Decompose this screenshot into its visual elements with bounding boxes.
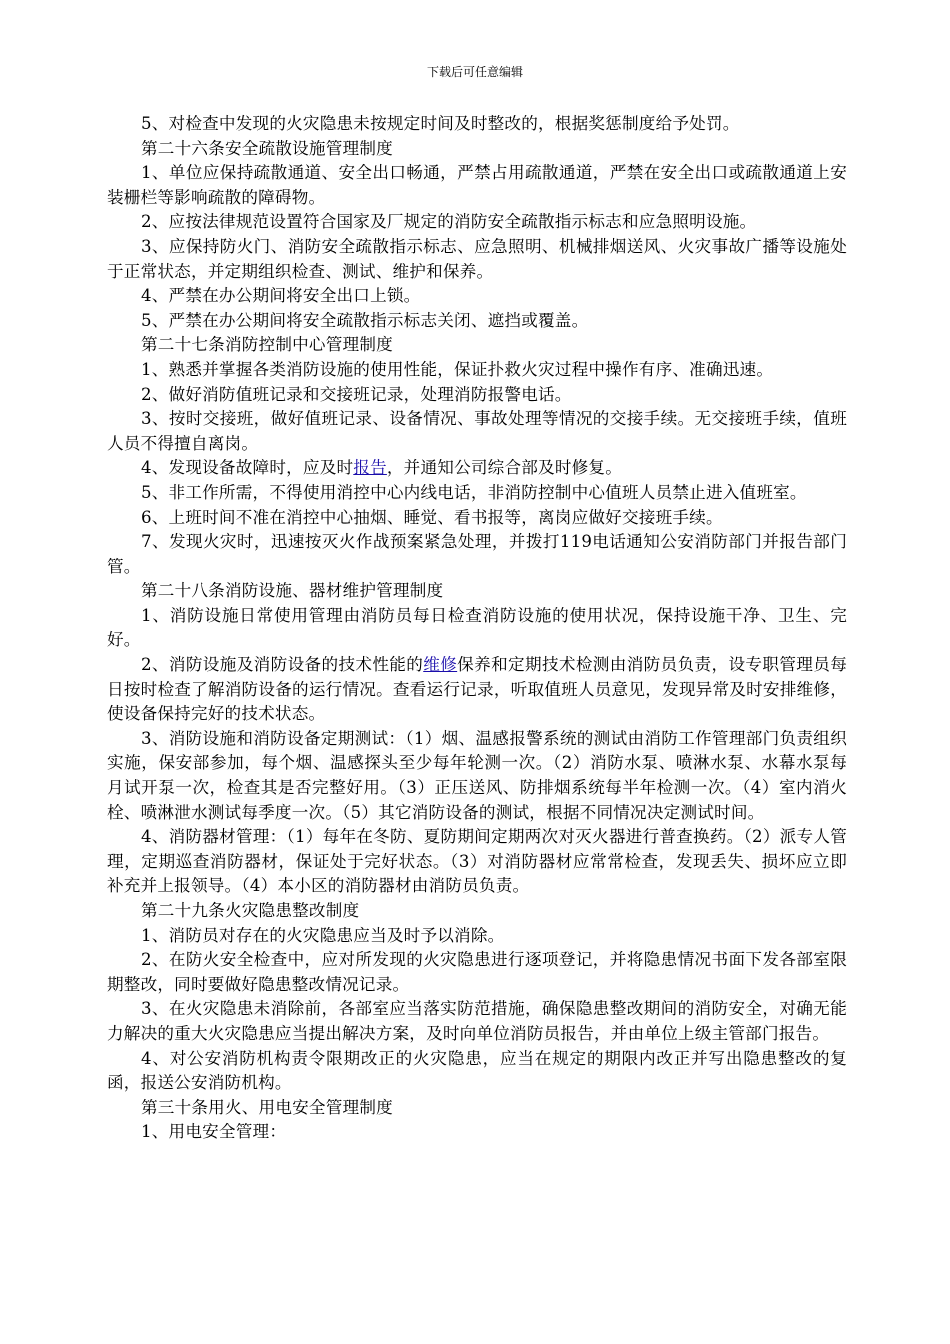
page-header: 下载后可任意编辑 (426, 65, 523, 79)
paragraph (107, 456, 847, 481)
report-link[interactable]: 报告 (353, 458, 387, 478)
paragraph: 3、在火灾隐患未消除前，各部室应当落实防范措施，确保隐患整改期间的消防安全，对确无能力解决的重大火灾隐患应当提出解决方案，及时向单位消防员报告，并由单位上级主管部门报告。 (107, 999, 847, 1043)
paragraph-text: 保养和定期技术检测由消防员负责，设专职管理员每日按时检查了解消防设备的运行情况。查看运行记录，听取值班人员意见，发现异常及时安排维修，使设备保持完好的技术状态。 (107, 655, 847, 724)
paragraph: 2、应按法律规范设置符合国家及厂规定的消防安全疏散指示标志和应急照明设施。 (141, 212, 757, 232)
maintenance-link[interactable]: 维修 (423, 655, 458, 675)
paragraph: 3、按时交接班，做好值班记录、设备情况、事故处理等情况的交接手续。无交接班手续，值班人员不得擅自离岗。 (107, 409, 847, 453)
paragraph: 2、做好消防值班记录和交接班记录，处理消防报警电话。 (141, 384, 572, 404)
paragraph: 6、上班时间不准在消控中心抽烟、睡觉、看书报等，离岗应做好交接班手续。 (141, 507, 723, 527)
paragraph: 2、在防火安全检查中，应对所发现的火灾隐患进行逐项登记，并将隐患情况书面下发各部室限期整改，同时要做好隐患整改情况记录。 (107, 950, 847, 994)
paragraph: 3、应保持防火门、消防安全疏散指示标志、应急照明、机械排烟送风、火灾事故广播等设施处于正常状态，并定期组织检查、测试、维护和保养。 (107, 236, 847, 281)
paragraph: 1、消防设施日常使用管理由消防员每日检查消防设施的使用状况，保持设施干净、卫生、完好。 (107, 605, 847, 650)
paragraph: 1、单位应保持疏散通道、安全出口畅通，严禁占用疏散通道，严禁在安全出口或疏散通道上安装栅栏等影响疏散的障碍物。 (107, 163, 847, 207)
paragraph: 5、严禁在办公期间将安全疏散指示标志关闭、遮挡或覆盖。 (141, 310, 589, 330)
section-heading: 第三十条用火、用电安全管理制度 (141, 1097, 393, 1117)
paragraph: 1、消防员对存在的火灾隐患应当及时予以消除。 (141, 925, 505, 945)
paragraph: 3、消防设施和消防设备定期测试：（1）烟、温感报警系统的测试由消防工作管理部门负责组织实施，保安部参加，每个烟、温感探头至少每年轮测一次。（2）消防水泵、喷淋水泵、水幕水泵每月试开泵一次，检查其是否完整好用。（3）正压送风、防排烟系统每半年检测一次。（4）室内消火栓、喷淋泄水测试每季度一次。（5）其它消防设备的测试，根据不同情况决定测试时间。 (107, 728, 847, 822)
paragraph-text: 2、消防设施及消防设备的技术性能的 (141, 655, 424, 675)
document-body (107, 112, 847, 1145)
paragraph: 4、消防器材管理：（1）每年在冬防、夏防期间定期两次对灭火器进行普查换药。（2）派专人管理，定期巡查消防器材，保证处于完好状态。（3）对消防器材应常常检查，发现丢失、损坏应立即补充并上报领导。（4）本小区的消防器材由消防员负责。 (107, 827, 847, 896)
paragraph: 5、对检查中发现的火灾隐患未按规定时间及时整改的，根据奖惩制度给予处罚。 (141, 114, 740, 133)
paragraph (107, 653, 847, 727)
paragraph-text: 4、发现设备故障时，应及时 (141, 458, 354, 478)
section-heading: 第二十七条消防控制中心管理制度 (141, 335, 393, 355)
paragraph: 7、发现火灾时，迅速按灭火作战预案紧急处理，并拨打119电话通知公安消防部门并报告部门管。 (107, 532, 847, 576)
paragraph: 5、非工作所需，不得使用消控中心内线电话，非消防控制中心值班人员禁止进入值班室。 (141, 482, 807, 502)
paragraph-text: ，并通知公司综合部及时修复。 (386, 458, 623, 478)
section-heading: 第二十六条安全疏散设施管理制度 (141, 138, 393, 158)
paragraph: 1、用电安全管理： (141, 1122, 287, 1142)
section-heading: 第二十八条消防设施、器材维护管理制度 (141, 581, 444, 601)
section-heading: 第二十九条火灾隐患整改制度 (141, 901, 360, 920)
paragraph: 4、严禁在办公期间将安全出口上锁。 (141, 286, 421, 306)
paragraph: 4、对公安消防机构责令限期改正的火灾隐患，应当在规定的期限内改正并写出隐患整改的复函，报送公安消防机构。 (107, 1048, 847, 1093)
paragraph: 1、熟悉并掌握各类消防设施的使用性能，保证扑救火灾过程中操作有序、准确迅速。 (141, 359, 774, 379)
